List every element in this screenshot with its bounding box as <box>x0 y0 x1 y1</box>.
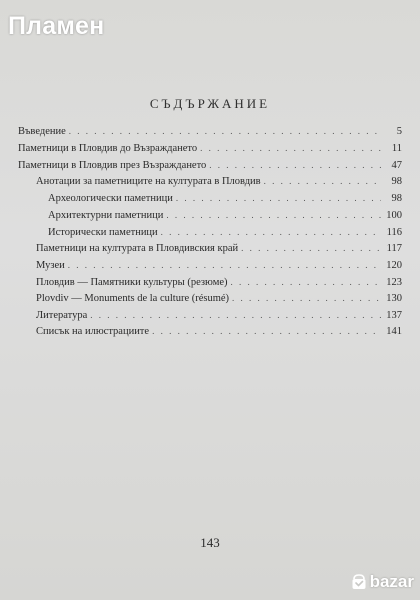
toc-entry-label: Паметници на културата в Пловдивския край <box>36 243 239 254</box>
toc-entry <box>18 158 402 172</box>
toc-entry-page: 130 <box>386 293 402 304</box>
toc-entry-page: 120 <box>386 260 402 271</box>
toc-entry-page: 116 <box>386 227 402 238</box>
dot-leader <box>231 275 381 289</box>
toc-entry-label: Списък на илюстрациите <box>36 326 150 337</box>
bazar-watermark <box>351 572 414 592</box>
toc-entry <box>36 258 402 272</box>
toc-entry-label: Археологически паметници <box>48 193 173 204</box>
toc-entry-label: Въведение <box>18 126 66 137</box>
toc-entry-label: Исторически паметници <box>48 227 158 238</box>
toc-entry <box>36 241 402 255</box>
dot-leader <box>209 158 381 172</box>
toc-entry <box>36 174 402 188</box>
dot-leader <box>161 225 381 239</box>
dot-leader <box>200 141 381 155</box>
toc-entry <box>18 124 402 138</box>
toc-entry-page: 100 <box>386 210 402 221</box>
toc-entry <box>48 225 402 239</box>
toc-entry-page: 98 <box>391 176 402 187</box>
toc-entry-label: Архитектурни паметници <box>48 210 164 221</box>
toc-entry-page: 137 <box>386 310 402 321</box>
dot-leader <box>176 191 381 205</box>
toc-entry-page: 47 <box>391 160 402 171</box>
dot-leader <box>90 308 381 322</box>
toc-entry-label: Plovdiv — Monuments de la culture (résumé) <box>36 293 230 304</box>
dot-leader <box>166 208 381 222</box>
toc-entry-page: 117 <box>386 243 402 254</box>
toc-entry-label: Паметници в Пловдив до Възраждането <box>18 143 198 154</box>
page-number: 143 <box>200 535 220 550</box>
dot-leader <box>69 124 381 138</box>
seller-brand-label: Пламен <box>8 12 105 40</box>
dot-leader <box>241 241 381 255</box>
toc-entry <box>36 308 402 322</box>
toc-entry <box>48 191 402 205</box>
dot-leader <box>152 324 381 338</box>
toc-entry-label: Литература <box>36 310 88 321</box>
toc-entry-label: Анотации за паметниците на културата в Пловдив <box>36 176 261 187</box>
toc-entry <box>48 208 402 222</box>
toc-entry-page: 123 <box>386 277 402 288</box>
toc-entry-page: 141 <box>386 326 402 337</box>
toc-heading: СЪДЪРЖАНИЕ <box>149 96 271 111</box>
toc-entry <box>18 141 402 155</box>
toc-entry <box>36 275 402 289</box>
toc-entry-label: Паметници в Пловдив през Възраждането <box>18 160 207 171</box>
toc-entry-page: 98 <box>391 193 402 204</box>
watermark-text: bazar <box>369 572 414 591</box>
dot-leader <box>264 174 381 188</box>
toc-entry-label: Музеи <box>36 260 65 271</box>
toc-entry-page: 11 <box>391 143 402 154</box>
toc-entry-label: Пловдив — Памятники культуры (резюме) <box>36 277 228 288</box>
dot-leader <box>68 258 381 272</box>
bazar-logo-icon <box>351 573 367 591</box>
dot-leader <box>232 291 381 305</box>
toc-entry-page: 5 <box>396 126 402 137</box>
toc-entry <box>36 324 402 338</box>
toc-entry <box>36 291 402 305</box>
